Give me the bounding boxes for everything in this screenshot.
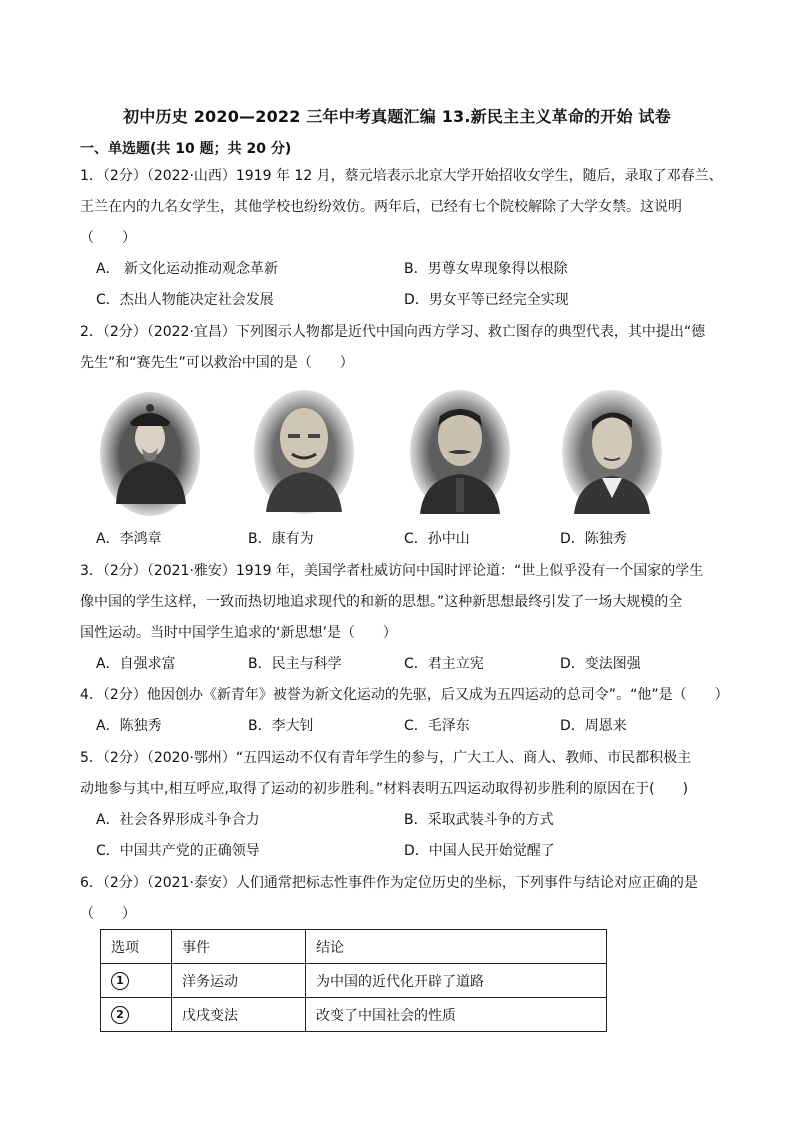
q2-line-1: 2．（2分）（2022·宜昌）下列图示人物都是近代中国向西方学习、救亡图存的典型代表，其中提出“德: [80, 324, 706, 340]
q2-option-d: D．陈独秀: [560, 531, 627, 547]
table-header-cell: 事件: [172, 930, 306, 964]
option-marker: 1: [111, 972, 129, 990]
table-header-cell: 选项: [101, 930, 172, 964]
q3-line-1: 3．（2分）（2021·雅安）1919 年，美国学者杜威访问中国时评论道：“世上似乎没有一个国家的学生: [80, 563, 704, 579]
q4-line-1: 4．（2分）他因创办《新青年》被誉为新文化运动的先驱，后又成为五四运动的总司令”。“他”是（ ）: [80, 687, 729, 703]
q3-option-d: D．变法图强: [560, 656, 641, 672]
q1-option-d: D．男女平等已经完全实现: [404, 292, 569, 308]
q1-line-3: （ ）: [80, 230, 136, 246]
q4-option-d: D．周恩来: [560, 718, 627, 734]
q2-line-2: 先生”和“赛先生”可以救治中国的是（ ）: [80, 355, 354, 371]
q5-option-b: B．采取武装斗争的方式: [404, 812, 554, 828]
q5-option-d: D．中国人民开始觉醒了: [404, 843, 555, 859]
table-cell: [101, 998, 172, 1032]
option-marker: 2: [111, 1006, 129, 1024]
table-cell: 洋务运动: [172, 964, 306, 998]
table-cell: 为中国的近代化开辟了道路: [306, 964, 607, 998]
q2-option-a: A．李鸿章: [96, 531, 162, 547]
q5-line-2: 动地参与其中,相互呼应,取得了运动的初步胜利。”材料表明五四运动取得初步胜利的原因在于( ): [80, 781, 689, 797]
portrait-chen-duxiu: [560, 386, 664, 516]
q3-option-a: A．自强求富: [96, 656, 176, 672]
exam-title: 初中历史 2020—2022 三年中考真题汇编 13.新民主主义革命的开始 试卷: [123, 107, 671, 126]
table-row: [101, 998, 607, 1032]
q1-option-b: B．男尊女卑现象得以根除: [404, 261, 568, 277]
table-header-row: [101, 930, 607, 964]
q2-option-b: B．康有为: [248, 531, 314, 547]
q1-option-a: A． 新文化运动推动观念革新: [96, 261, 279, 277]
q3-option-c: C．君主立宪: [404, 656, 484, 672]
portrait-sun-yatsen: [408, 386, 512, 516]
q1-option-c: C．杰出人物能决定社会发展: [96, 292, 274, 308]
q4-option-a: A．陈独秀: [96, 718, 162, 734]
q4-option-c: C．毛泽东: [404, 718, 470, 734]
q5-option-a: A．社会各界形成斗争合力: [96, 812, 260, 828]
q1-line-2: 王兰在内的九名女学生，其他学校也纷纷效仿。两年后，已经有七个院校解除了大学女禁。这说明: [80, 199, 682, 215]
portrait-kang-youwei: [252, 386, 356, 516]
q5-line-1: 5．（2分）（2020·鄂州）“五四运动不仅有青年学生的参与，广大工人、商人、教师、市民都积极主: [80, 750, 692, 766]
table-cell: 改变了中国社会的性质: [306, 998, 607, 1032]
q4-option-b: B．李大钊: [248, 718, 314, 734]
q3-line-2: 像中国的学生这样，一致而热切地追求现代的和新的思想。”这种新思想最终引发了一场大规模的全: [80, 594, 683, 610]
q3-option-b: B．民主与科学: [248, 656, 342, 672]
portrait-li-hongzhang: [98, 386, 202, 516]
q1-line-1: 1．（2分）（2022·山西）1919 年 12 月，蔡元培表示北京大学开始招收女学生，随后，录取了邓春兰、: [80, 168, 723, 184]
q6-line-1: 6．（2分）（2021·泰安）人们通常把标志性事件作为定位历史的坐标，下列事件与结论对应正确的是: [80, 875, 698, 891]
q5-option-c: C．中国共产党的正确领导: [96, 843, 260, 859]
q6-line-2: （ ）: [80, 906, 136, 922]
table-cell: 戊戌变法: [172, 998, 306, 1032]
table-cell: [101, 964, 172, 998]
q3-line-3: 国性运动。当时中国学生追求的‘新思想’是（ ）: [80, 625, 397, 641]
table-header-cell: 结论: [306, 930, 607, 964]
q6-table: [100, 929, 607, 1032]
section-heading: 一、单选题(共 10 题；共 20 分): [80, 141, 292, 157]
q2-option-c: C．孙中山: [404, 531, 470, 547]
table-row: [101, 964, 607, 998]
